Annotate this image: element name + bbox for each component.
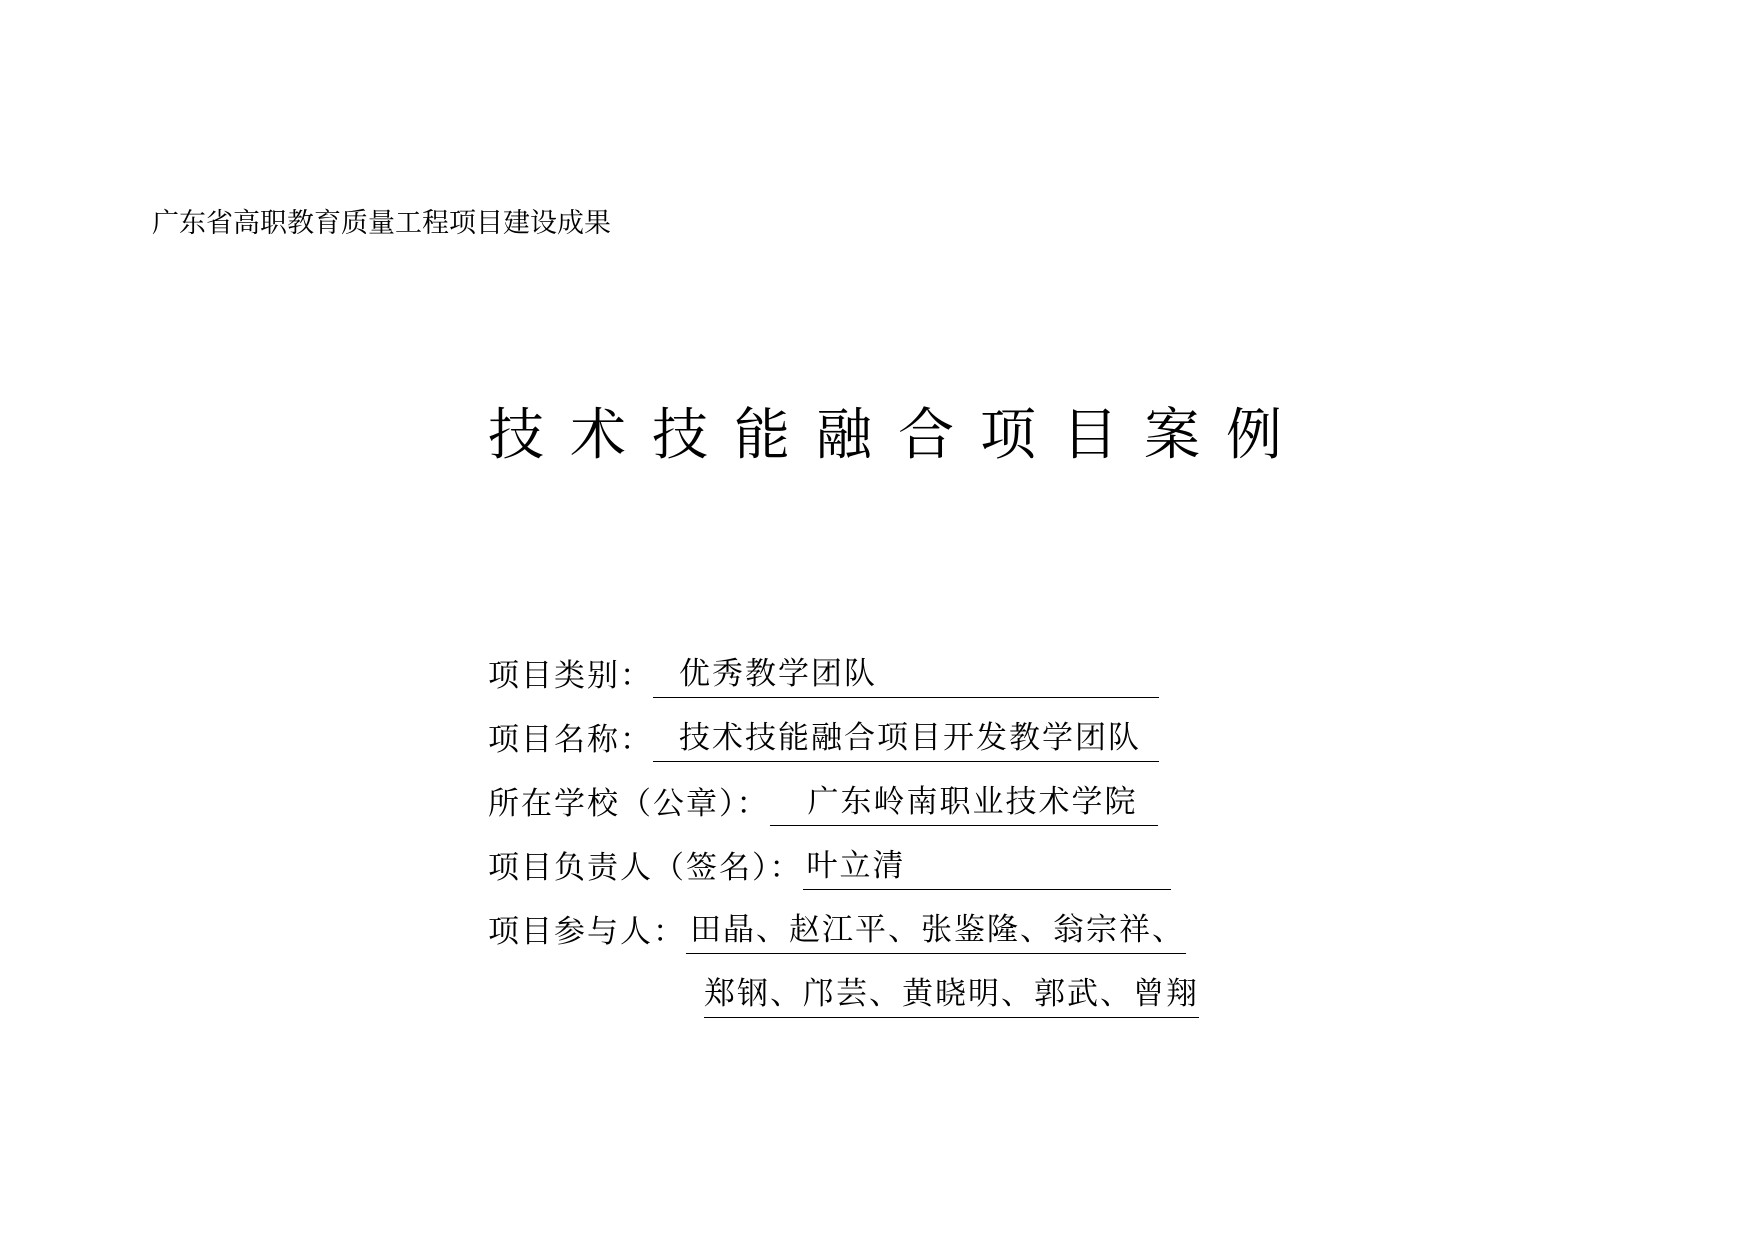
- field-school: [488, 780, 1158, 826]
- document-subtitle: 广东省高职教育质量工程项目建设成果: [152, 208, 611, 239]
- field-leader: [488, 844, 1171, 890]
- field-participants-value-line2: 郑钢、邝芸、黄晓明、郭武、曾翔: [704, 972, 1199, 1018]
- field-leader-label: 项目负责人（签名）：: [488, 850, 803, 886]
- field-category-label: 项目类别：: [488, 658, 653, 694]
- field-name: [488, 716, 1159, 762]
- field-participants: [488, 908, 1186, 954]
- document-title: 技术技能融合项目案例: [488, 403, 1308, 468]
- field-participants-label: 项目参与人：: [488, 914, 686, 950]
- field-category-value: 优秀教学团队: [653, 652, 1159, 698]
- field-name-value: 技术技能融合项目开发教学团队: [653, 716, 1159, 762]
- field-school-label: 所在学校（公章）：: [488, 786, 770, 822]
- field-category: [488, 652, 1159, 698]
- field-name-label: 项目名称：: [488, 722, 653, 758]
- field-participants-value-line1: 田晶、赵江平、张鉴隆、翁宗祥、: [686, 908, 1186, 954]
- field-school-value: 广东岭南职业技术学院: [770, 780, 1158, 826]
- field-leader-value: 叶立清: [803, 844, 1171, 890]
